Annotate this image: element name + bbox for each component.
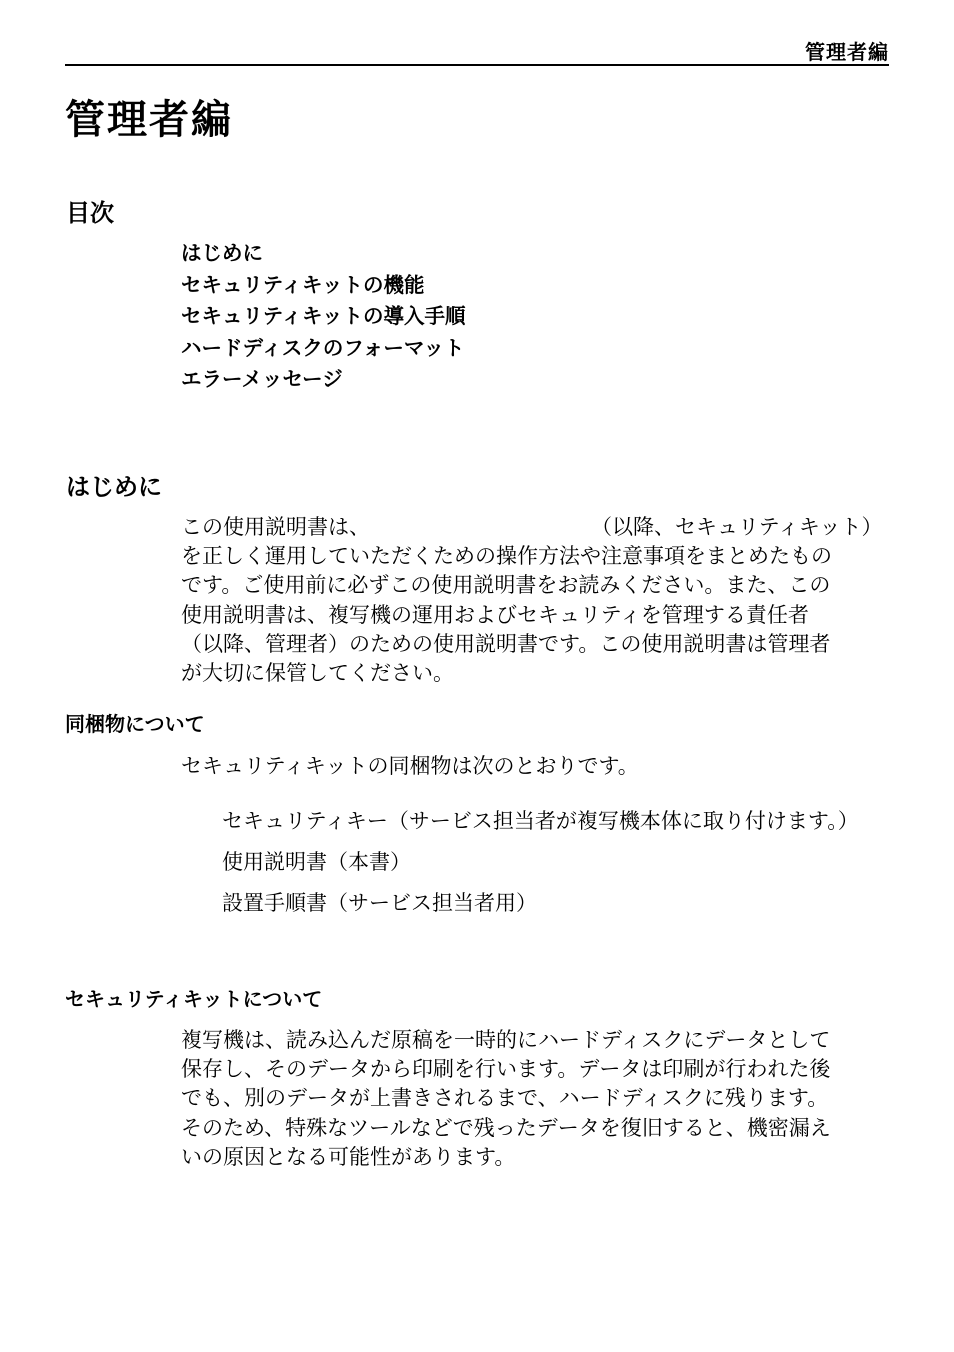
page-title: 管理者編 — [65, 97, 233, 143]
intro-line-1-end: （以降、セキュリティキット） — [591, 515, 883, 539]
intro-line-1-start: この使用説明書は、 — [181, 515, 370, 539]
about-kit-line-2: 保存し、そのデータから印刷を行います。データは印刷が行われた後 — [181, 1057, 831, 1082]
running-header-title: 管理者編 — [805, 40, 889, 64]
contents-lead: セキュリティキットの同梱物は次のとおりです。 — [181, 754, 639, 778]
intro-heading: はじめに — [66, 473, 162, 501]
contents-heading: 同梱物について — [65, 712, 205, 736]
toc-heading: 目次 — [66, 199, 114, 227]
list-item: セキュリティキー（サービス担当者が複写機本体に取り付けます。） — [222, 809, 859, 833]
intro-line-1 — [181, 513, 887, 542]
list-item: 設置手順書（サービス担当者用） — [222, 891, 537, 915]
intro-paragraph — [181, 513, 887, 688]
intro-line-5: （以降、管理者）のための使用説明書です。この使用説明書は管理者 — [181, 631, 831, 656]
about-kit-line-1: 複写機は、読み込んだ原稿を一時的にハードディスクにデータとして — [181, 1028, 831, 1052]
running-header — [65, 34, 889, 66]
about-kit-line-4: そのため、特殊なツールなどで残ったデータを復旧すると、機密漏え — [181, 1115, 831, 1140]
intro-line-6: が大切に保管してください。 — [181, 661, 454, 685]
intro-line-3: です。ご使用前に必ずこの使用説明書をお読みください。また、この — [181, 573, 831, 598]
list-item: 使用説明書（本書） — [222, 850, 411, 874]
about-kit-line-5: いの原因となる可能性があります。 — [181, 1144, 516, 1169]
toc-item-kit-functions[interactable]: セキュリティキットの機能 — [181, 272, 425, 297]
toc-item-kit-installation[interactable]: セキュリティキットの導入手順 — [181, 304, 466, 328]
toc-item-hdd-format[interactable]: ハードディスクのフォーマット — [181, 335, 465, 360]
toc-item-introduction[interactable]: はじめに — [181, 241, 263, 265]
table-of-contents — [181, 238, 466, 396]
contents-list — [222, 806, 872, 929]
toc-item-error-messages[interactable]: エラーメッセージ — [181, 367, 343, 391]
about-kit-paragraph — [181, 1026, 887, 1172]
about-kit-heading: セキュリティキットについて — [65, 987, 323, 1011]
intro-line-2: を正しく運用していただくための操作方法や注意事項をまとめたもの — [181, 544, 832, 569]
intro-line-4: 使用説明書は、複写機の運用およびセキュリティを管理する責任者 — [181, 602, 809, 627]
about-kit-line-3: でも、別のデータが上書きされるまで、ハードディスクに残ります。 — [181, 1086, 829, 1111]
